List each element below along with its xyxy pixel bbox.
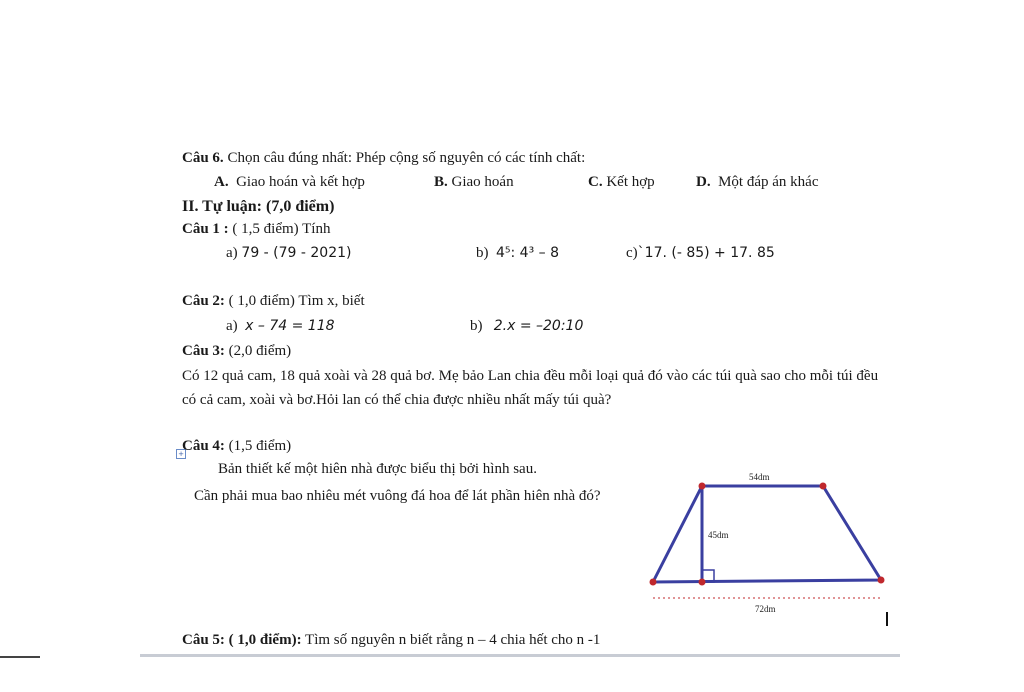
q6-option-a-label: A. [214, 174, 229, 190]
q1-points: ( 1,5 điểm) Tính [228, 221, 331, 237]
section-2-heading: II. Tự luận: (7,0 điểm) [182, 198, 335, 215]
q4-line [182, 438, 291, 455]
vertex-top-right [820, 483, 827, 490]
bottom-left-divider [0, 656, 40, 658]
q3-text: Có 12 quả cam, 18 quả xoài và 28 quả bơ. Mẹ bảo Lan chia đều mỗi loại quả đó vào các túi quà sao cho mỗi túi đều có cả cam, xoài và bơ.Hỏi lan có thể chia được nhiều nhất mấy túi quà? [182, 368, 879, 408]
q1-c-expression: `17. (- 85) + 17. 85 [637, 245, 775, 261]
text-cursor [886, 612, 888, 626]
q6-option-d [696, 174, 818, 191]
q1-part-b [476, 245, 559, 262]
figure-top-label: 54dm [749, 472, 770, 482]
vertex-bottom-right [878, 577, 885, 584]
q6-option-b-label: B. [434, 174, 448, 190]
q6-option-c-text: Kết hợp [606, 174, 655, 190]
vertex-height-foot [699, 579, 706, 586]
q2-a-expression: x – 74 = 118 [245, 318, 335, 334]
q6-option-a [214, 174, 365, 191]
figure-bottom-label: 72dm [755, 604, 776, 614]
q2-a-label: a) [226, 318, 238, 334]
q2-part-b [470, 318, 583, 335]
q2-b-expression: 2.x = –20:10 [493, 318, 584, 334]
q6-option-b [434, 174, 514, 191]
q4-text-line2: Cần phải mua bao nhiêu mét vuông đá hoa để lát phần hiên nhà đó? [194, 488, 601, 504]
q1-part-c [626, 245, 775, 262]
trapezoid-figure [645, 462, 895, 622]
q1-a-label: a) [226, 245, 238, 261]
q6-option-d-label: D. [696, 174, 711, 190]
q5-line [182, 632, 600, 649]
q2-title: Câu 2: [182, 293, 225, 309]
q1-line [182, 221, 330, 238]
q2-b-label: b) [470, 318, 483, 334]
q5-title: Câu 5: ( 1,0 điểm): [182, 632, 302, 648]
q4-text-line1: Bản thiết kế một hiên nhà được biểu thị bởi hình sau. [218, 461, 537, 477]
page-bottom-rule [140, 654, 900, 657]
q5-text: Tìm số nguyên n biết rằng n – 4 chia hết cho n -1 [301, 632, 601, 648]
q6-line [182, 150, 585, 167]
vertex-bottom-left [650, 579, 657, 586]
q6-title: Câu 6. [182, 150, 224, 166]
q6-prompt: Chọn câu đúng nhất: Phép cộng số nguyên có các tính chất: [223, 150, 586, 166]
vertex-top-left [699, 483, 706, 490]
q6-option-d-text: Một đáp án khác [718, 174, 819, 190]
q1-part-a [226, 245, 352, 262]
q3-title: Câu 3: [182, 343, 225, 359]
q1-title: Câu 1 : [182, 221, 229, 237]
q6-option-b-text: Giao hoán [451, 174, 514, 190]
figure-height-label: 45dm [708, 530, 729, 540]
q2-line [182, 293, 365, 310]
q3-line [182, 343, 291, 360]
q6-option-c-label: C. [588, 174, 603, 190]
q2-points: ( 1,0 điểm) Tìm x, biết [224, 293, 365, 309]
q2-part-a [226, 318, 335, 335]
trapezoid-outline [653, 486, 881, 582]
q4-title: Câu 4: [182, 438, 225, 454]
q6-option-a-text: Giao hoán và kết hợp [236, 174, 365, 190]
q3-points: (2,0 điểm) [224, 343, 292, 359]
q1-b-expression: 4⁵: 4³ – 8 [496, 245, 560, 261]
anchor-icon[interactable]: + [176, 449, 186, 459]
q4-points: (1,5 điểm) [224, 438, 292, 454]
q1-b-label: b) [476, 245, 489, 261]
q6-option-c [588, 174, 655, 191]
q1-a-expression: 79 - (79 - 2021) [241, 245, 352, 261]
q1-c-label: c) [626, 245, 638, 261]
